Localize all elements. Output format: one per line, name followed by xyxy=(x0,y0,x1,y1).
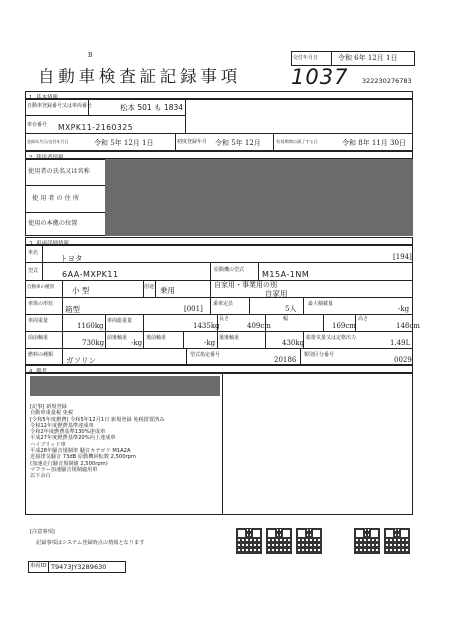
user-row-line xyxy=(25,185,105,186)
remarks-divider xyxy=(222,373,223,515)
engine-label: 原動機の型式 xyxy=(214,267,245,273)
vehicle-row-line xyxy=(25,297,413,298)
vehicle-col-line xyxy=(265,331,266,348)
model: 6AA-MXPK11 xyxy=(62,270,119,279)
vehicle-col-line xyxy=(42,262,43,280)
usage-base-label: 使用の本拠の位置 xyxy=(28,220,78,227)
vehicle-type: 小 型 xyxy=(72,286,90,295)
displacement-label: 総排気量又は定格出力 xyxy=(306,335,357,341)
vehicle-col-line xyxy=(210,262,211,280)
qr-code xyxy=(236,528,262,554)
vehicle-col-line xyxy=(183,331,184,348)
basic-row-line xyxy=(25,133,413,134)
rear-front-axle-label: 後前軸重 xyxy=(146,335,167,341)
weight: 1160kg xyxy=(77,322,104,330)
purpose-label: 自家用・事業用の別 xyxy=(214,281,277,289)
user-address-label: 使 用 者 の 住 所 xyxy=(32,195,79,202)
basic-col-line xyxy=(175,133,176,151)
vehicle-id: T9473JY3289630 xyxy=(51,563,107,571)
car-name: トヨタ xyxy=(60,254,83,263)
front-rear-axle: -kg xyxy=(131,339,143,347)
front-front-axle-label: 前前軸重 xyxy=(28,335,49,341)
approval-number-label: 型式指定番号 xyxy=(190,352,221,358)
fuel-label: 燃料の種類 xyxy=(28,352,54,358)
section-basic-header: 1. 基本情報 xyxy=(25,91,413,99)
remarks-line: 令和2年度燃費基準130%達成車 xyxy=(30,429,106,436)
vehicle-col-line xyxy=(217,331,218,348)
remarks-line: マフラー加速騒音規制適用車 xyxy=(30,466,98,473)
vehicle-col-line xyxy=(62,297,63,314)
user-name-label: 使用者の氏名又は名称 xyxy=(28,168,90,175)
category-number: 0029 xyxy=(394,356,412,364)
width: 169cm xyxy=(332,322,356,330)
vehicle-col-line xyxy=(210,280,211,297)
vehicle-col-line xyxy=(143,331,144,348)
vehicle-col-line xyxy=(323,314,324,331)
reg-date-label: 登録年月日/交付年月日 xyxy=(27,139,69,144)
qr-code xyxy=(266,528,292,554)
height-label: 高さ xyxy=(358,316,369,322)
first-reg-label: 初度登録年月 xyxy=(177,139,208,145)
vehicle-type-label: 自動車の種別 xyxy=(27,285,54,290)
vehicle-row-line xyxy=(25,331,413,332)
vehicle-row-line xyxy=(25,262,413,263)
chassis-number: MXPK11-2160325 xyxy=(58,123,134,132)
vehicle-col-line xyxy=(62,331,63,348)
length-label: 長さ xyxy=(219,316,230,322)
vehicle-col-line xyxy=(105,314,106,331)
handwritten-number: 1037 xyxy=(291,65,349,89)
rear-rear-axle: 430kg xyxy=(282,339,305,347)
notice-label: [注意事項] xyxy=(30,529,55,535)
remarks-line: 以下余白 xyxy=(30,473,51,480)
length: 409cm xyxy=(247,322,271,330)
width-label: 幅 xyxy=(283,316,289,322)
plate-number: 松本 501 も 1834 xyxy=(120,103,184,112)
car-name-label: 車名 xyxy=(28,250,39,256)
notice-text: 記録事項はシステム登録時点の情報となります xyxy=(36,540,145,546)
section-remarks-header: 4. 備考 xyxy=(25,365,413,373)
serial-number: 322230276783 xyxy=(362,77,412,85)
expiry-label: 有効期間の満了する日 xyxy=(276,139,318,144)
gross-weight: 1435kg xyxy=(193,322,220,330)
section-vehicle-header: 3. 車両詳細情報 xyxy=(25,237,413,245)
remarks-line: 平成27年度燃費基準20%向上達成車 xyxy=(30,435,116,442)
vehicle-col-line xyxy=(155,280,156,297)
first-reg-date: 令和 5年 12月 xyxy=(215,139,261,147)
vehicle-col-line xyxy=(62,280,63,297)
rear-rear-axle-label: 後後軸重 xyxy=(219,335,240,341)
gross-weight-label: 車両総重量 xyxy=(107,318,133,324)
purpose: 自家用 xyxy=(265,289,288,298)
capacity-label: 乗車定員 xyxy=(213,301,234,307)
capacity: 5人 xyxy=(285,305,297,313)
vehicle-col-line xyxy=(258,262,259,280)
remarks-line: ハイブリッド車 xyxy=(30,441,66,448)
issue-date: 令和 6年 12月 1日 xyxy=(338,54,398,62)
vehicle-col-line xyxy=(62,314,63,331)
vehicle-col-line xyxy=(186,348,187,365)
remarks-line: 近接排気騒音 73dB 原動機回転数 2,500rpm xyxy=(30,454,136,461)
remarks-line: [記事] 新規登録 xyxy=(30,404,67,410)
basic-col-line xyxy=(185,99,186,133)
expiry-date: 令和 8年 11月 30日 xyxy=(342,139,406,147)
max-load-label: 最大積載量 xyxy=(308,301,334,307)
remarks-line: 自動車重量税 免税 xyxy=(30,410,74,417)
remarks-line: [令和5年度燃費] 令和5年12月1日 新規登録 免税措置済み xyxy=(30,416,165,423)
vehicle-id-divider xyxy=(48,561,49,573)
use: 乗用 xyxy=(160,286,175,295)
displacement: 1.49L xyxy=(390,339,411,347)
vehicle-col-line xyxy=(300,348,301,365)
qr-code xyxy=(384,528,410,554)
use-label: 用途 xyxy=(144,284,155,290)
vehicle-col-line xyxy=(105,331,106,348)
plate-label: 自動車登録番号又は車両番号 xyxy=(27,103,93,109)
issue-date-label: 交付年月日 xyxy=(293,55,319,61)
remarks-line: 令和12年度燃費基準達成車 xyxy=(30,422,94,429)
vehicle-col-line xyxy=(303,297,304,314)
section-user-header: 2. 使用者情報 xyxy=(25,151,413,159)
category-number-label: 類別区分番号 xyxy=(304,352,335,358)
corner-mark: B xyxy=(88,52,93,59)
body-shape-code: [001] xyxy=(184,305,203,313)
basic-row-line xyxy=(25,115,185,116)
rear-front-axle: -kg xyxy=(204,339,216,347)
issue-date-divider xyxy=(331,51,332,66)
basic-col-line xyxy=(273,133,274,151)
vehicle-col-line xyxy=(210,297,211,314)
weight-label: 車両重量 xyxy=(28,318,49,324)
qr-code xyxy=(354,528,380,554)
vehicle-id-label: 車両ID xyxy=(30,563,47,569)
model-label: 型式 xyxy=(28,268,39,274)
front-front-axle: 730kg xyxy=(82,339,105,347)
vehicle-col-line xyxy=(143,314,144,331)
reg-date: 令和 5年 12月 1日 xyxy=(94,139,154,147)
remarks-redaction xyxy=(30,376,220,396)
car-name-code: [194] xyxy=(393,253,412,261)
fuel: ガソリン xyxy=(66,356,96,365)
engine: M15A-1NM xyxy=(262,270,310,279)
user-info-redaction xyxy=(105,159,413,236)
vehicle-col-line xyxy=(249,297,250,314)
remarks-line: (加速走行騒音規制値 2,500rpm) xyxy=(30,460,108,467)
front-rear-axle-label: 前後軸重 xyxy=(107,335,128,341)
chassis-label: 車台番号 xyxy=(27,122,48,128)
approval-number: 20186 xyxy=(274,356,297,364)
vehicle-col-line xyxy=(62,348,63,365)
body-shape-label: 車体の形状 xyxy=(28,301,54,307)
remarks-text xyxy=(30,404,164,480)
body-shape: 箱型 xyxy=(65,305,80,314)
vehicle-row-line xyxy=(25,348,413,349)
document-title: 自動車検査証記録事項 xyxy=(38,67,241,86)
remarks-line: 平成28年騒音規制車 騒音カテゴリ M1A2A xyxy=(30,448,131,455)
user-row-line xyxy=(25,212,105,213)
qr-code xyxy=(296,528,322,554)
vehicle-col-line xyxy=(42,245,43,262)
height: 148cm xyxy=(396,322,420,330)
max-load: -kg xyxy=(398,305,410,313)
